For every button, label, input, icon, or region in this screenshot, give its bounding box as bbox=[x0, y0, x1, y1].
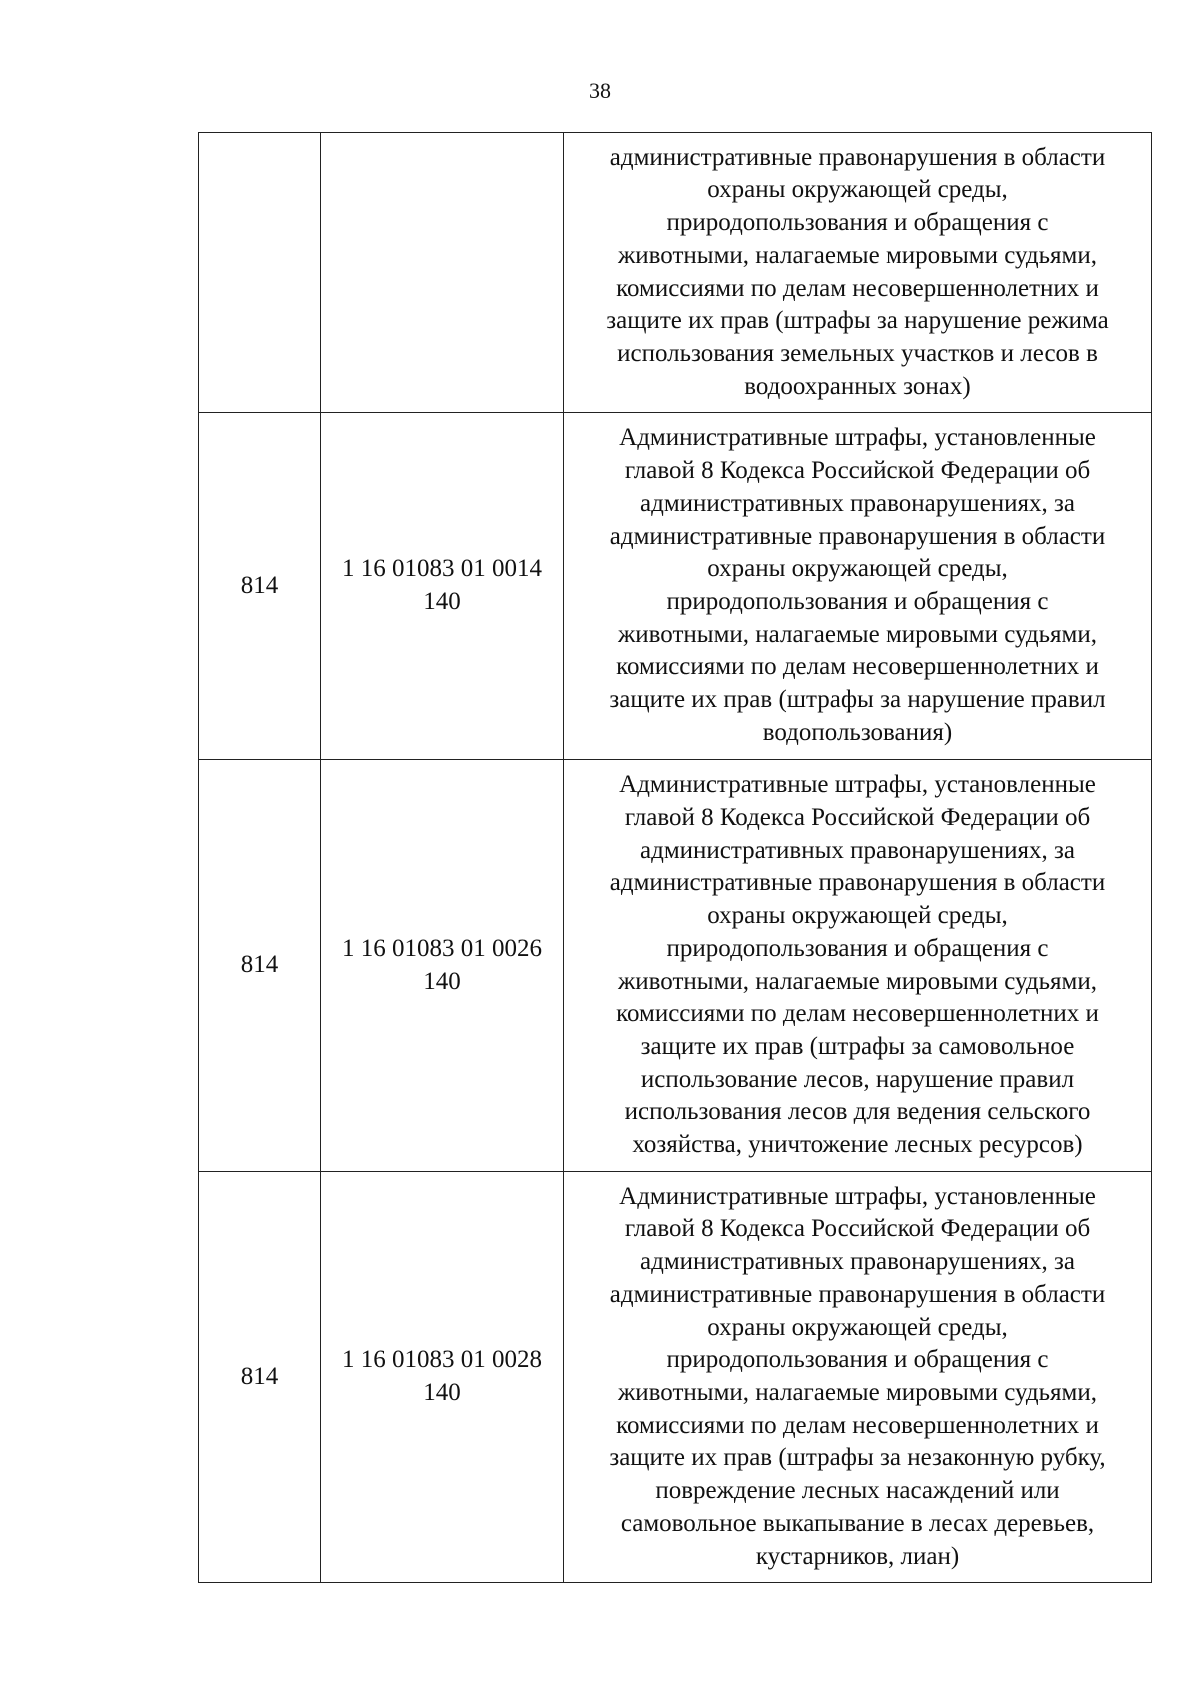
income-code-cell bbox=[321, 760, 564, 1172]
description-line: животными, налагаемые мировыми судьями, bbox=[618, 241, 1097, 269]
admin-code-cell bbox=[199, 133, 321, 413]
income-code-line: 140 bbox=[423, 967, 461, 995]
income-code-line: 140 bbox=[423, 1379, 461, 1406]
description-line: охраны окружающей среды, bbox=[707, 902, 1008, 930]
description-line: использования земельных участков и лесов в bbox=[617, 339, 1098, 367]
description-line: животными, налагаемые мировыми судьями, bbox=[618, 967, 1097, 995]
description-line: повреждение лесных насаждений или bbox=[655, 1477, 1060, 1505]
description-line: водопользования) bbox=[762, 718, 953, 746]
description-line: охраны окружающей среды, bbox=[707, 176, 1008, 204]
description-line: Административные штрафы, установленные bbox=[619, 1182, 1096, 1210]
table-row bbox=[199, 413, 1152, 760]
income-code-line: 1 16 01083 01 0014 bbox=[342, 555, 542, 583]
description-line: природопользования и обращения с bbox=[666, 934, 1049, 962]
description-cell bbox=[564, 133, 1152, 413]
description-line: природопользования и обращения с bbox=[666, 209, 1049, 237]
description-line: защите их прав (штрафы за нарушение режима bbox=[606, 307, 1109, 335]
description-line: Административные штрафы, установленные bbox=[619, 424, 1096, 452]
budget-code-table bbox=[198, 132, 1152, 1583]
description-line: природопользования и обращения с bbox=[666, 1346, 1049, 1374]
description-line: административные правонарушения в области bbox=[609, 869, 1106, 897]
table-row bbox=[199, 1172, 1152, 1583]
income-code-cell bbox=[321, 1172, 564, 1583]
income-code-line: 1 16 01083 01 0028 bbox=[342, 1346, 542, 1374]
admin-code-cell: 814 bbox=[199, 1172, 321, 1583]
description-line: главой 8 Кодекса Российской Федерации об bbox=[624, 1215, 1091, 1243]
description-line: природопользования и обращения с bbox=[666, 588, 1049, 615]
description-cell bbox=[564, 760, 1152, 1172]
description-line: комиссиями по делам несовершеннолетних и bbox=[616, 653, 1099, 681]
description-line: защите их прав (штрафы за нарушение правил bbox=[609, 686, 1106, 714]
income-code-cell bbox=[321, 413, 564, 760]
income-code-cell bbox=[321, 133, 564, 413]
description-line: комиссиями по делам несовершеннолетних и bbox=[616, 1411, 1099, 1439]
description-line: Административные штрафы, установленные bbox=[619, 771, 1096, 799]
description-line: главой 8 Кодекса Российской Федерации об bbox=[624, 457, 1091, 485]
description-cell bbox=[564, 413, 1152, 760]
description-line: административных правонарушениях, за bbox=[640, 836, 1075, 864]
description-line: охраны окружающей среды, bbox=[707, 1313, 1008, 1341]
page-number: 38 bbox=[589, 78, 611, 103]
description-line: водоохранных зонах) bbox=[744, 372, 971, 400]
description-line: охраны окружающей среды, bbox=[707, 555, 1008, 583]
admin-code-cell: 814 bbox=[199, 413, 321, 760]
description-cell bbox=[564, 1172, 1152, 1583]
table-row bbox=[199, 760, 1152, 1172]
description-line: животными, налагаемые мировыми судьями, bbox=[618, 1379, 1097, 1406]
description-line: комиссиями по делам несовершеннолетних и bbox=[616, 274, 1099, 302]
description-line: использование лесов, нарушение правил bbox=[640, 1065, 1075, 1093]
description-line: защите их прав (штрафы за самовольное bbox=[640, 1032, 1075, 1060]
description-line: защите их прав (штрафы за незаконную рубку, bbox=[609, 1444, 1106, 1472]
description-line: животными, налагаемые мировыми судьями, bbox=[618, 620, 1097, 648]
description-line: административные правонарушения в области bbox=[609, 522, 1106, 550]
description-line: комиссиями по делам несовершеннолетних и bbox=[616, 1000, 1099, 1028]
description-line: административных правонарушениях, за bbox=[640, 489, 1075, 517]
description-line: кустарников, лиан) bbox=[755, 1542, 960, 1570]
description-line: самовольное выкапывание в лесах деревьев, bbox=[620, 1509, 1095, 1537]
description-line: главой 8 Кодекса Российской Федерации об bbox=[624, 803, 1091, 831]
table-row bbox=[199, 133, 1152, 413]
description-line: административные правонарушения в области bbox=[609, 143, 1106, 171]
admin-code-cell: 814 bbox=[199, 760, 321, 1172]
table-body bbox=[199, 133, 1152, 1583]
description-line: хозяйства, уничтожение лесных ресурсов) bbox=[632, 1131, 1083, 1159]
description-line: административных правонарушениях, за bbox=[640, 1248, 1075, 1276]
income-code-line: 140 bbox=[423, 588, 461, 615]
income-code-line: 1 16 01083 01 0026 bbox=[342, 934, 542, 962]
description-line: использования лесов для ведения сельского bbox=[624, 1098, 1091, 1126]
description-line: административные правонарушения в области bbox=[609, 1280, 1106, 1308]
